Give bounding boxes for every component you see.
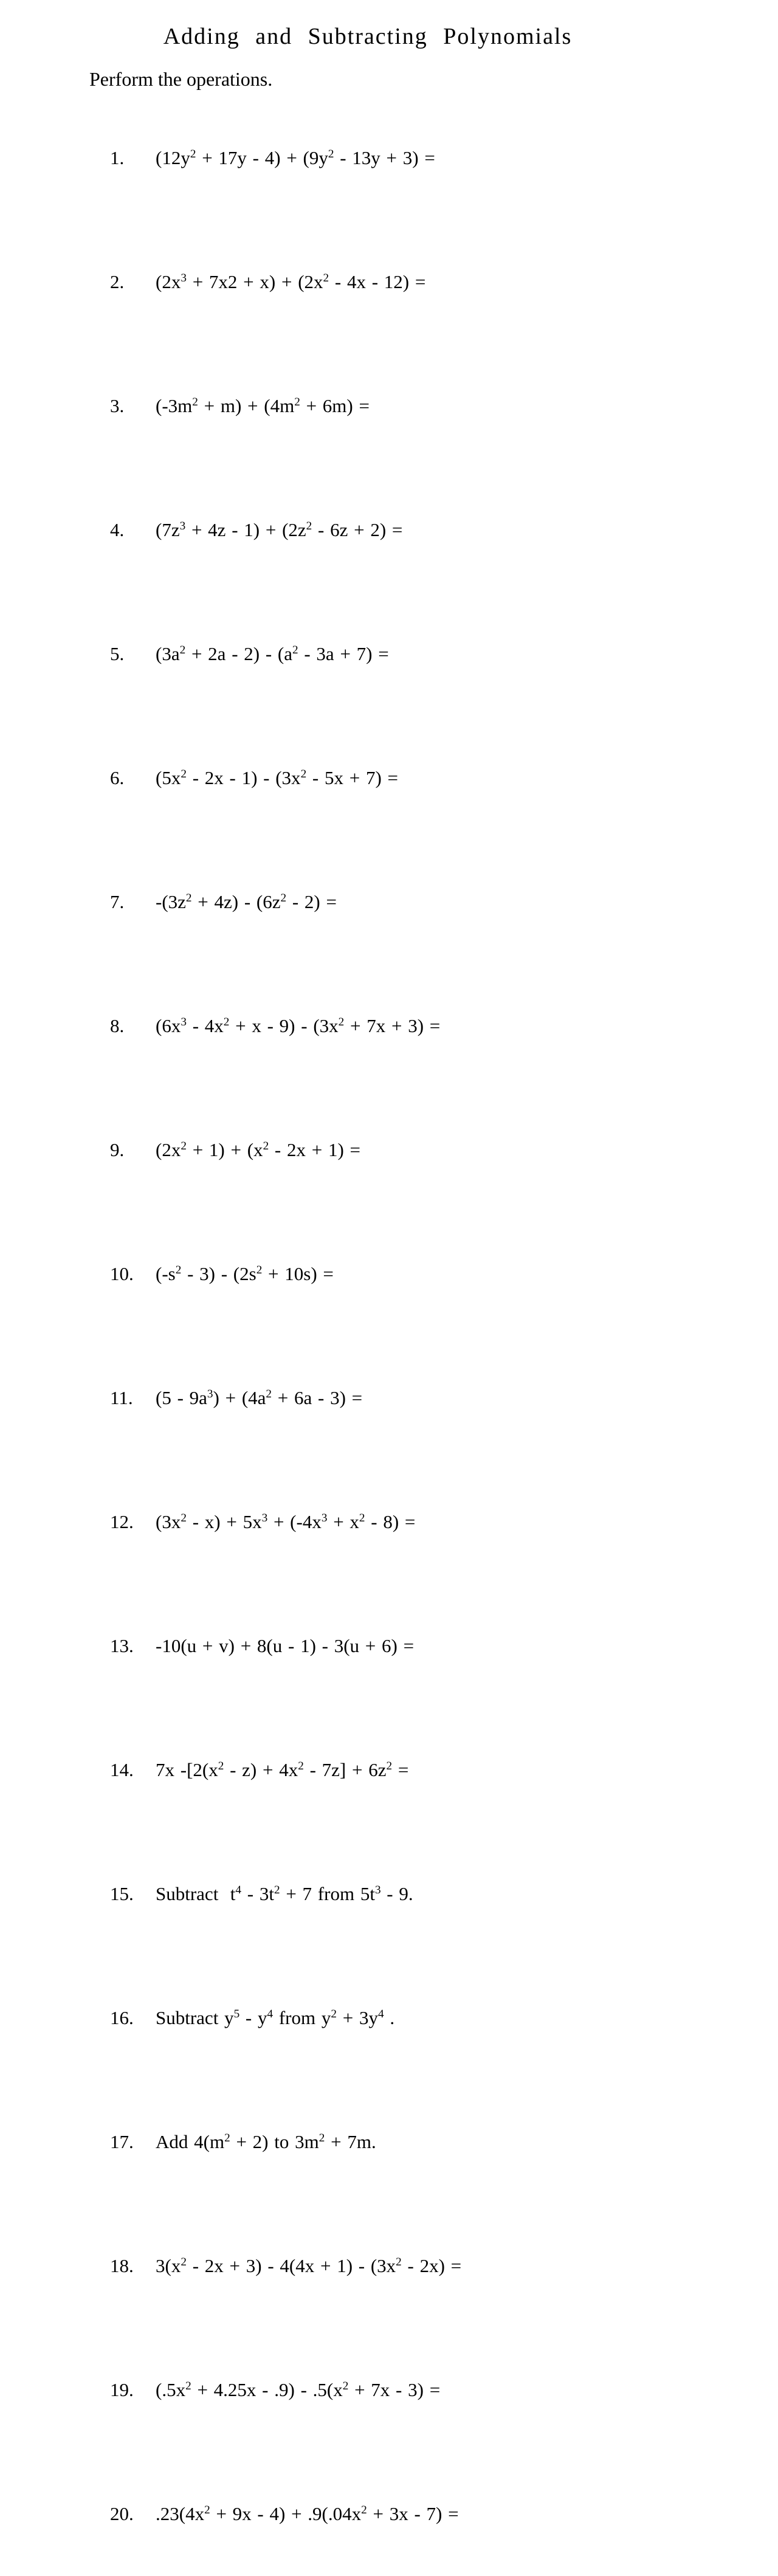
problem-row: [0, 2328, 778, 2452]
problem-number: 17.: [110, 2131, 134, 2152]
problem-row: [0, 2080, 778, 2204]
problem-row: [0, 2204, 778, 2328]
problem-number: 13.: [110, 1635, 134, 1656]
instruction-text: Perform the operations.: [89, 68, 273, 90]
problem-number: 18.: [110, 2255, 134, 2276]
problem-row: [0, 716, 778, 840]
worksheet-title: Adding and Subtracting Polynomials: [163, 24, 573, 49]
problem-expression: $(3a^2 + 2a - 2) - (a^2 - 3a + 7)$ =: [156, 643, 389, 664]
problem-expression: 7x $-[2(x^2 - z) + 4x^2 - 7z] + 6z^2$ =: [156, 1759, 409, 1780]
problem-number: 11.: [110, 1387, 133, 1408]
problem-number: 9.: [110, 1139, 125, 1160]
problem-expression: $(2x^2 + 1) + (x^2 - 2x + 1)$ =: [156, 1139, 361, 1160]
problem-expression: $(2x^3 + 7x2 + x) + (2x^2 - 4x - 12)$ =: [156, 271, 426, 292]
problem-number: 16.: [110, 2007, 134, 2028]
problem-row: [0, 1088, 778, 1212]
problem-row: [0, 592, 778, 716]
problem-expression: $(5 - 9a^3) + (4a^2 + 6a - 3)$ =: [156, 1387, 363, 1408]
problem-row: [0, 2452, 778, 2576]
problem-expression: $(-3m^2 + m) + (4m^2 + 6m)$ =: [156, 395, 370, 416]
problem-number: 5.: [110, 643, 125, 664]
problem-number: 7.: [110, 891, 125, 912]
problem-row: [0, 1584, 778, 1708]
problem-row: [0, 964, 778, 1088]
problem-number: 19.: [110, 2379, 134, 2400]
problem-row: [0, 1832, 778, 1956]
problem-number: 14.: [110, 1759, 134, 1780]
problem-expression: $(3x^2 - x) + 5x^3 + (-4x^3 + x^2 - 8)$ =: [156, 1511, 416, 1532]
problem-expression: $-(3z^2 + 4z) - (6z^2 - 2)$ =: [156, 891, 337, 912]
problem-expression: $(-s^2 - 3) - (2s^2 + 10s)$ =: [156, 1263, 334, 1284]
problem-row: [0, 1956, 778, 2080]
problem-number: 20.: [110, 2503, 134, 2524]
problem-number: 2.: [110, 271, 125, 292]
problem-number: 4.: [110, 519, 125, 540]
problem-number: 10.: [110, 1263, 134, 1284]
problem-expression: $(.5x^2 + 4.25x - .9) - .5(x^2 + 7x - 3)$ =: [156, 2379, 441, 2400]
problem-expression: $(5x^2 - 2x - 1) - (3x^2 - 5x + 7)$ =: [156, 767, 399, 788]
problem-row: [0, 468, 778, 592]
problem-row: [0, 1336, 778, 1460]
problem-expression: $.23(4x^2 + 9x - 4) + .9(.04x^2 + 3x - 7)$ =: [156, 2503, 459, 2524]
problem-number: 8.: [110, 1015, 125, 1036]
problem-expression: $(6x^3 - 4x^2 + x - 9) - (3x^2 + 7x + 3)$ =: [156, 1015, 441, 1036]
problem-number: 6.: [110, 767, 125, 788]
problem-row: [0, 220, 778, 344]
problem-row: [0, 840, 778, 964]
problem-number: 15.: [110, 1883, 134, 1904]
problem-row: [0, 96, 778, 220]
problem-expression: $(7z^3 + 4z - 1) + (2z^2 - 6z + 2)$ =: [156, 519, 403, 540]
problem-expression: -10(u + v) + 8(u - 1) - 3(u + 6) =: [156, 1635, 415, 1656]
problem-row: [0, 344, 778, 468]
problem-number: 12.: [110, 1511, 134, 1532]
problem-row: [0, 1708, 778, 1832]
problem-number: 1.: [110, 147, 125, 168]
problem-expression: Subtract $t^4 - 3t^2 + 7$ from $5t^3 - 9$.: [156, 1883, 413, 1904]
problem-row: [0, 1460, 778, 1584]
problem-number: 3.: [110, 395, 125, 416]
problem-expression: $(12y^2 + 17y - 4) + (9y^2 - 13y + 3)$ =: [156, 147, 435, 168]
problem-list: [0, 96, 778, 2576]
problem-expression: Add $4(m^2 + 2)$ to $3m^2 + 7m$.: [156, 2131, 376, 2152]
problem-expression: $3(x^2 - 2x + 3) - 4(4x + 1) - (3x^2 - 2x)$ =: [156, 2255, 462, 2276]
problem-expression: Subtract $y^5 - y^4$ from $y^2 + 3y^4$ .: [156, 2007, 395, 2028]
problem-row: [0, 1212, 778, 1336]
